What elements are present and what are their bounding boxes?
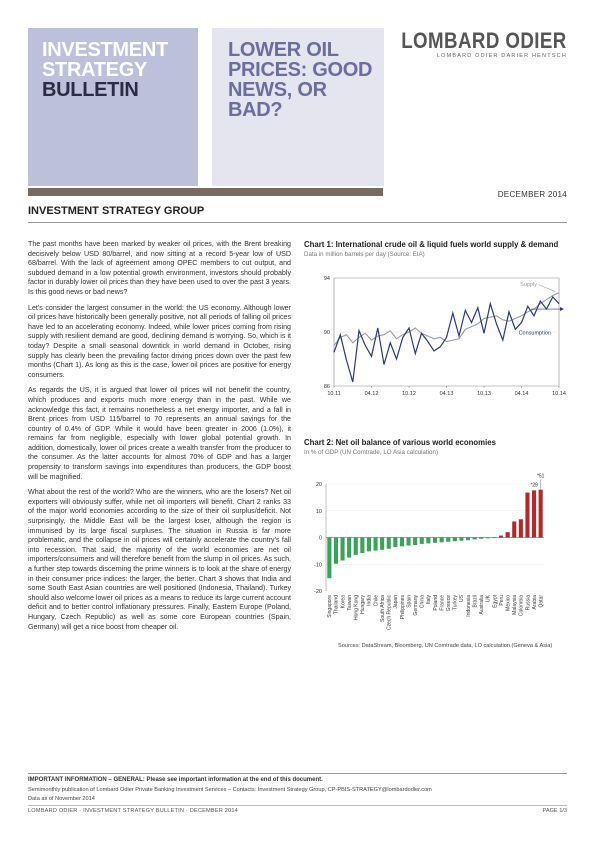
chart2-bar-japan (393, 538, 397, 548)
bulletin-title-box (28, 28, 198, 186)
paragraph-3: As regards the US, it is argued that lower oil prices will not benefit the country, which produces and exports much more energy than in the past. While we acknowledge this fact, it remains nonetheless a net energy importer, and a fall in Brent prices from USD 115/barrel to 70 represents an annual savings for the country of 0.4% of GDP. While it would have been greater in 2006 (1.0%), it remains far from negligible, especially with lower global potential growth. In addition, domestically, lower oil prices create a wealth transfer from the producer to the consumer. As the latter accounts for almost 70% of GDP and has a larger propensity to transform savings into expenditures than producers, the GDP boost will be magnified. (28, 386, 291, 481)
footer-rule-2 (28, 805, 567, 806)
chart1-series-consumption (334, 297, 559, 382)
chart2-category-label: India (366, 595, 373, 606)
article-title-line-3: NEWS, OR BAD? (228, 79, 327, 121)
chart1-x-tick-label: 04.14 (514, 391, 529, 397)
chart1-x-tick-label: 04.13 (439, 391, 454, 397)
chart2-bar-colombia (519, 519, 523, 537)
chart2-category-label: Qatar (538, 595, 545, 608)
chart2-title: Chart 2: Net oil balance of various world economies (304, 438, 496, 447)
chart2-bar-india (367, 538, 371, 552)
chart2-category-label: US (459, 595, 466, 602)
paragraph-1: The past months have been marked by weaker oil prices, with the Brent breaking decisively below USD 80/barrel, and now sitting at a record 5-year low of USD 68/barrel. With the lack of agreement among OPEC members to cut output, and subdued demand in a low potential growth environment, investors should probably factor in durably lower oil prices than they have been used to over the past 3 years. Is this good news or bad news? (28, 240, 291, 296)
article-title-line-2: PRICES: GOOD (228, 59, 373, 81)
chart2-bar-us (459, 538, 463, 541)
chart2-category-label: Egypt (492, 595, 499, 608)
chart2-category-label: Philippines (399, 595, 406, 620)
chart2-bar-arabia (532, 490, 536, 537)
group-heading: INVESTMENT STRATEGY GROUP (28, 205, 205, 217)
chart2-annotation-arabia: *29 (530, 482, 538, 489)
chart2-bar-korea (341, 538, 345, 561)
chart2-category-label: Indonesia (465, 595, 472, 617)
chart2-category-label: Greece (446, 595, 452, 612)
chart2-category-label: Arabia (531, 595, 538, 610)
chart2-bar-brazil (473, 538, 477, 540)
chart2-category-label: Thailand (333, 595, 340, 615)
chart1-subtitle: Data in million barrels per day (Source: EIA) (304, 251, 425, 258)
chart2-bar-spain (407, 538, 411, 546)
chart2-category-label: Italy (426, 595, 433, 605)
chart2-bar-singapore (327, 538, 331, 579)
chart1-y-tick-label: 90 (323, 330, 330, 336)
chart1-x-tick-label: 10.12 (402, 391, 416, 397)
chart2-bar-malaysia (512, 522, 516, 538)
chart2-category-label: South Africa (380, 595, 386, 622)
chart2-bar-indonesia (466, 538, 470, 541)
chart2-category-label: Russia (525, 595, 532, 611)
data-date: Data as of November 2014 (28, 796, 95, 802)
chart2-header (304, 438, 567, 456)
chart2-bar-france (440, 538, 444, 543)
brand-subtitle: LOMBARD ODIER DARIER HENTSCH (436, 53, 567, 59)
chart2-bar-hong-kong (354, 538, 358, 555)
chart2-category-label: Australia (479, 595, 485, 615)
chart2-bar-philippines (400, 538, 404, 547)
brand-name: LOMBARD ODIER (401, 28, 567, 53)
chart2-category-label: Poland (432, 595, 439, 611)
publication-contacts: Semimonthly publication of Lombard Odier Private Banking Investment Services – Contacts: Investment Strategy Group, CP-PBIS-STRATEGY@lombardodier.com (28, 787, 432, 793)
chart1-label-supply: Supply (520, 282, 537, 289)
footer-rule (28, 773, 567, 774)
chart2-bar-qatar (539, 490, 543, 538)
bulletin-title-line-1: INVESTMENT (42, 39, 168, 61)
chart2-category-label: Malaysia (512, 595, 519, 615)
chart2-category-label: Korea (340, 595, 347, 609)
chart2-category-label: Hong Kong (353, 595, 360, 621)
chart2-category-label: Brazil (472, 595, 479, 608)
chart2-bar-chile (374, 538, 378, 551)
chart2-subtitle: In % of GDP (UN Comtrade, LO Asia calculation) (304, 449, 439, 456)
chart2-y-tick-label: 10 (315, 508, 322, 515)
heading-rule (28, 222, 567, 223)
chart2-bar-turkey (453, 538, 457, 542)
chart2-bar-russia (525, 493, 529, 538)
chart2-category-label: Japan (393, 595, 400, 609)
chart2-bar-greece (446, 538, 450, 542)
chart1-y-tick-label: 94 (323, 276, 330, 282)
chart2-bar-taiwan (347, 538, 351, 558)
chart2-category-label: China (419, 595, 426, 609)
chart2-category-label: Czech Republic (386, 595, 393, 631)
footer-publication: LOMBARD ODIER · INVESTMENT STRATEGY BULLETIN · DECEMBER 2014 (28, 808, 238, 814)
chart1-line-chart (304, 268, 567, 410)
chart2-category-label: Taiwan (346, 595, 353, 611)
chart1-x-tick-label: 04.12 (364, 391, 379, 397)
chart2-bar-germany (413, 538, 417, 546)
chart1-label-consumption: Consumption (518, 330, 551, 337)
chart2-bar-italy (426, 538, 430, 544)
article-title-box (212, 28, 384, 186)
chart2-category-label: Hungary (360, 595, 367, 614)
chart2-category-label: Mexico (505, 595, 512, 611)
paragraph-2: Let’s consider the largest consumer in the world: the US economy. Although lower oil prices have historically been generally positive, not all periods of falling oil prices have led to an accelerating economy. Indeed, while lower prices coming from rising supply with resilient demand are good, declining demand is worrying. So, which is it today? Despite a small seasonal downtick in world demand in October, rising supply has clearly been the prevailing factor driving prices down over the past few months (Chart 1). As long as this is the case, lower oil prices are positive for energy consumers. (28, 303, 291, 379)
chart2-category-label: France (439, 595, 446, 611)
chart1-x-tick-label: 10.13 (477, 391, 491, 397)
article-title-line-1: LOWER OIL (228, 39, 339, 61)
header-divider-bar (28, 188, 383, 196)
chart2-y-tick-label: -10 (314, 562, 322, 569)
article-title (228, 40, 384, 120)
bulletin-title-line-3: BULLETIN (42, 79, 139, 101)
chart2-annotation-qatar: *51 (536, 473, 545, 480)
chart2-y-tick-label: 20 (315, 482, 322, 488)
chart2-y-tick-label: -20 (314, 589, 322, 595)
chart2-bar-china (420, 538, 424, 544)
chart1-x-tick-label: 10.14 (552, 391, 566, 397)
paragraph-4: What about the rest of the world? Who are the winners, who are the losers? Net oil exporters will obviously suffer, while net oil importers will benefit. Chart 2 ranks 33 of the major world economies according to the size of their oil surplus/deficit. Not surprisingly, the Middle East will be the largest loser, although the region is immunised by its large fiscal surpluses. The situation in Russia is far more problematic, and the collapse in oil prices will certainly accelerate the country’s fall into recession. That said, the majority of the world economies are net oil importers/consumers and will therefore benefit from the slump in oil prices. As such, a further step towards discerning the prime winners is to look at the share of energy in their consumer price indices: the larger, the better. Chart 3 shows that India and some South East Asian countries are well positioned (Indonesia, Thailand). Turkey should also welcome lower oil prices as a means to reduce its large current account deficit and to better control inflationary pressures. Finally, Eastern Europe (Poland, Hungary, Czech Republic) as well as some core European countries (Spain, Germany) will get a nice boost from cheaper oil. (28, 488, 291, 631)
chart2-category-label: Germany (413, 595, 419, 616)
chart2-category-label: Peru (498, 595, 505, 606)
chart2-category-label: UK (485, 595, 492, 602)
chart2-bar-thailand (334, 538, 338, 564)
bulletin-title-line-2: STRATEGY (42, 59, 148, 81)
chart2-source: Sources: DataStream, Bloomberg, UN Comtrade data, LO calculation (Geneva & Asia) (338, 643, 553, 649)
publication-date: DECEMBER 2014 (497, 190, 567, 199)
chart2-category-label: Colombia (518, 595, 525, 617)
chart1-arrowhead-consumption (560, 307, 564, 311)
chart2-category-label: Turkey (452, 595, 459, 611)
chart2-bar-poland (433, 538, 437, 543)
important-info: IMPORTANT INFORMATION – GENERAL: Please see important information at the end of this document. (28, 777, 323, 783)
chart1-arrow-supply (539, 285, 555, 292)
article-body (28, 240, 291, 638)
chart2-category-label: Singapore (327, 595, 334, 618)
chart2-bar-hungary (360, 538, 364, 554)
page-number: PAGE 1/3 (542, 808, 567, 814)
brand-logo (372, 28, 567, 59)
chart2-bar-south-africa (380, 538, 384, 550)
chart1-y-tick-label: 86 (323, 384, 330, 390)
chart1-title: Chart 1: International crude oil & liquid fuels world supply & demand (304, 240, 559, 249)
chart1-x-tick-label: 10.11 (327, 391, 341, 397)
chart2-category-label: Chile (373, 595, 380, 607)
chart2-bar-mexico (506, 532, 510, 537)
chart2-bar-chart (304, 466, 567, 634)
chart2-bar-peru (499, 536, 503, 538)
chart2-category-label: Spain (406, 595, 413, 608)
bulletin-title (42, 40, 168, 100)
chart2-bar-czech-republic (387, 538, 391, 549)
chart1-header (304, 240, 567, 258)
chart2-y-tick-label: 0 (318, 535, 322, 542)
